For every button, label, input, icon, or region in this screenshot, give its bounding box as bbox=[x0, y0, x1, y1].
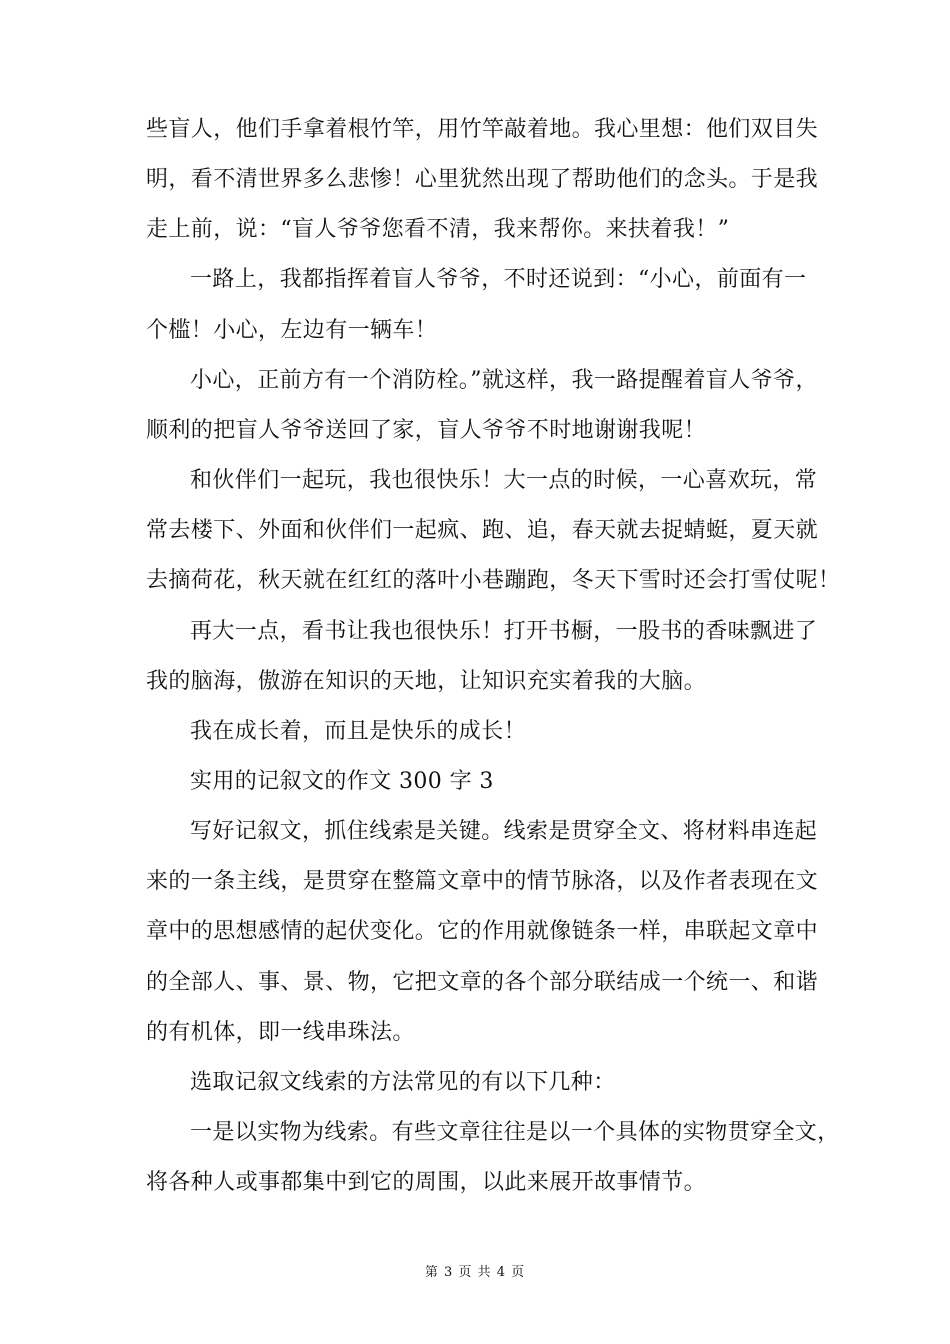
text-line: 我的脑海，傲游在知识的天地，让知识充实着我的大脑。 bbox=[146, 669, 707, 694]
paragraph-start-line: 写好记叙文，抓住线索是关键。线索是贯穿全文、将材料串连起 bbox=[190, 819, 818, 844]
text-line: 顺利的把盲人爷爷送回了家，盲人爷爷不时地谢谢我呢！ bbox=[146, 418, 707, 443]
paragraph-start-line: 选取记叙文线索的方法常见的有以下几种： bbox=[190, 1070, 616, 1095]
text-line: 将各种人或事都集中到它的周围，以此来展开故事情节。 bbox=[146, 1170, 707, 1195]
paragraph-start-line: 一是以实物为线索。有些文章往往是以一个具体的实物贯穿全文， bbox=[190, 1120, 840, 1145]
page-number-footer: 第 3 页 共 4 页 bbox=[424, 1265, 526, 1280]
paragraph-start-line: 小心，正前方有一个消防栓。”就这样，我一路提醒着盲人爷爷， bbox=[190, 368, 818, 393]
text-line: 些盲人，他们手拿着根竹竿，用竹竿敲着地。我心里想：他们双目失 bbox=[146, 117, 819, 142]
text-line: 去摘荷花，秋天就在红红的落叶小巷蹦跑，冬天下雪时还会打雪仗呢！ bbox=[146, 568, 841, 593]
text-line: 个槛！小心，左边有一辆车！ bbox=[146, 318, 438, 343]
paragraph-start-line: 和伙伴们一起玩，我也很快乐！大一点的时候，一心喜欢玩，常 bbox=[190, 468, 818, 493]
paragraph-start-line: 再大一点，看书让我也很快乐！打开书橱，一股书的香味飘进了 bbox=[190, 619, 818, 644]
text-line: 的全部人、事、景、物，它把文章的各个部分联结成一个统一、和谐 bbox=[146, 970, 819, 995]
text-line: 明，看不清世界多么悲惨！心里犹然出现了帮助他们的念头。于是我 bbox=[146, 167, 819, 192]
section-heading: 实用的记叙文的作文 300 字 3 bbox=[190, 769, 494, 794]
paragraph-start-line: 一路上，我都指挥着盲人爷爷，不时还说到：“小心，前面有一 bbox=[190, 267, 807, 292]
text-line: 章中的思想感情的起伏变化。它的作用就像链条一样，串联起文章中 bbox=[146, 919, 819, 944]
text-line: 常去楼下、外面和伙伴们一起疯、跑、追，春天就去捉蜻蜓，夏天就 bbox=[146, 518, 819, 543]
text-line: 走上前，说：“盲人爷爷您看不清，我来帮你。来扶着我！” bbox=[146, 217, 730, 242]
text-line: 的有机体，即一线串珠法。 bbox=[146, 1020, 415, 1045]
paragraph-start-line: 我在成长着，而且是快乐的成长！ bbox=[190, 719, 527, 744]
text-line: 来的一条主线，是贯穿在整篇文章中的情节脉洛，以及作者表现在文 bbox=[146, 869, 819, 894]
